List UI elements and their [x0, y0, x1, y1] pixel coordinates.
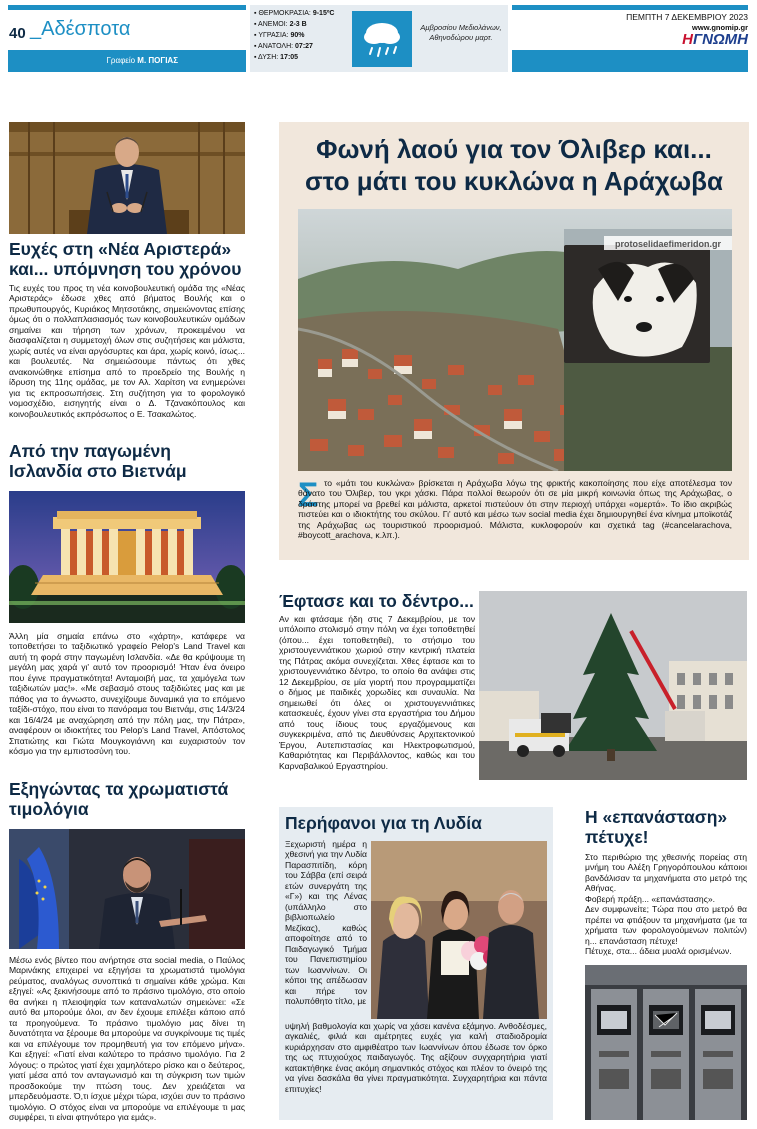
revolution-paragraph-4: Πέτυχε, στα... άδεια μυαλά ορισμένων. — [585, 946, 732, 957]
revolution-paragraph-1: Στο περιθώριο της χθεσινής πορείας στη μνήμη του Αλέξη Γρηγορόπουλου κάποιοι βανδάλισαν τα μηχανήματα στο μετρό της Αθήνας. — [585, 852, 747, 894]
main-story-title — [279, 134, 749, 197]
article-3-title: Εξηγώντας τα χρωματιστά τιμολόγια — [9, 779, 229, 820]
pm-podium-photo — [9, 122, 245, 234]
newspaper-logo — [600, 31, 748, 48]
website: www.gnomip.gr — [692, 23, 748, 32]
rain-cloud-icon — [352, 11, 412, 67]
revolution-paragraph-3: Δεν συμφωνείτε; Τώρα που στο μετρό θα πρέπει να φτιάξουν τα μηχανήματα (με τα χρήματα των φορολογούμενων πολιτών) η... επανάσταση πέτυχε! — [585, 904, 747, 946]
header-top-rule-right — [512, 5, 748, 10]
lydia-story-body-wide: υψηλή βαθμολογία και χωρίς να χάσει κανένα εξάμηνο. Ανθοδέσμες, αγκαλιές, φιλιά και αμέτρητες ευχές για καλή σταδιοδρομία κυριάρχησαν στο αμφιθέατρο των Ιωαννίνων όπου έδωσε τον όρκο της ως πτυχιούχος παιδαγωγός. Της αξίζουν συγχαρητήρια γιατί κατακτήθηκε ένας ακόμη σημαντικός στόχος και πλέον το όνειρό της να γίνει δασκάλα θα γίνει πραγματικότητα. Συγχαρητήρια και πάντα επιτυχίες! — [285, 1021, 547, 1094]
main-title-line-2: στο μάτι του κυκλώνα η Αράχωβα — [305, 165, 723, 196]
graduation-photo — [371, 841, 547, 1019]
mausoleum-photo — [9, 491, 245, 623]
tree-story-title: Έφτασε και το δέντρο... — [279, 591, 474, 611]
article-2-title: Από την παγωμένη Ισλανδία στο Βιετνάμ — [9, 441, 187, 482]
logo-name: ΓΝΩΜΗ — [692, 31, 748, 48]
main-story-body: το «μάτι του κυκλώνα» βρίσκεται η Αράχωβα λόγω της φρικτής κακοποίησης που είχε αποτέλεσμα τον θάνατο του Όλιβερ, του γκρι χάσκι. Πάρα πολλοί θεωρούν ότι σε μία μικρή κοινωνία όπως της Αράχωβας, ο δράστης μπορεί να βρεθεί και μάλιστα, αρκετοί πιστεύουν ότι στην περιοχή υπάρχει «ομερτά». Το ίδιο ακριβώς πιστεύει και ο ιδιοκτήτης του σκύλου. Γι' αυτό και μέσω των social media έχει δημιουργηθεί ένα κίνημα μποϊκοτάζ της Αράχωβας ως τουριστικού προορισμού. Μάλιστα, κυκλοφορούν και σχετικά tag (#cancelarachova, #boycott_arachova, κ.λπ.). — [298, 478, 732, 541]
lydia-story-title: Περήφανοι για τη Λυδία — [285, 813, 482, 833]
main-title-line-1: Φωνή λαού για τον Όλιβερ και... — [316, 134, 712, 164]
arachova-photo — [298, 209, 732, 471]
header — [0, 0, 757, 78]
section-title: _Αδέσποτα — [30, 18, 131, 40]
weather-details — [254, 8, 354, 63]
revolution-story-title: Η «επανάσταση» πέτυχε! — [585, 807, 728, 848]
revolution-paragraph-2: Φοβερή πράξη... «επανάστασης». — [585, 893, 716, 904]
article-3-body: Μέσω ενός βίντεο που ανήρτησε στα social media, ο Παύλος Μαρινάκης επιχειρεί να εξηγήσει τα χρωματιστά τιμολόγια ρεύματος, αναλόγως συνοπτικά τι σημαίνει κάθε χρώμα. Και εξηγεί: «Ας ξεκινήσουμε από το πράσινο τιμολόγιο, στο οποίο θα ανήκει η πλειοψηφία των καταναλωτών σημειώνει: «Σε αυτό θα μπορούμε όλοι, αν δεν έχουμε επιλέξει κάποιο από τα προηγούμενα. Το πράσινο τιμολόγιο μας δίνει τη δυνατότητα να ξέρουμε θα μπορούμε να συγκρίνουμε τις τιμές και να επιλέγουμε τον προμηθευτή για τον επόμενο μήνα». Και εξηγεί: «Γιατί είναι καλύτερο το πράσινο τιμολόγιο. Για 2 λόγους: ο πρώτος γιατί έχει χαμηλότερο ρίσκο και ο δεύτερος, γιατί μέσα από τον ανταγωνισμό και τη σύγκριση των τιμών προσδοκούμε την πτώση τους. Δεν χρειάζεται να μπερδευόμαστε. Ό,τι ίσχυε μέχρι τώρα, ισχύει συν το πράσινο τιμολόγιο. Ο στόχος είναι να μπορούμε να επιλέγουμε τι μας συμφέρει, τι είναι φτηνότερο για εμάς». — [9, 955, 245, 1123]
header-bottom-rule-right — [512, 50, 748, 72]
weather-sunset: ▪ ΔΥΣΗ: 17:05 — [254, 54, 299, 61]
article-1-body: Τις ευχές του προς τη νέα κοινοβουλευτική ομάδα της «Νέας Αριστεράς» έδωσε χθες από βήματος Βουλής και ο πρωθυπουργός, Κυριάκος Μητσοτάκης, σημειώνοντας επίσης όμως ότι ο πολλαπλασιασμός των κοινοβουλευτικών ομάδων σημαίνει και τήρηση των χρόνων, προκειμένου να διασφαλίζεται η συμμετοχή όλων στις συζητήσεις και μάλιστα, χωρίς αυτές να είναι αργόσυρτες και άρα, χωρίς κοινό, ίσως... και βουλευτές. Να σημειώσουμε πάντως ότι χθες ανακοινώθηκε επίσημα από το προεδρείο της Βουλής η ίδρυση της 11ης ομάδας, με τον Αλ. Χαρίτση να ενημερώνει για τις εκπροσωπήσεις. Στη συζήτηση για το φορολογικό νομοσχέδιο, εισηγητής είναι ο Δ. Τζανακόπουλος και κοινοβουλευτικός εκπρόσωπος ο Ε. Τσακαλώτος. — [9, 283, 245, 419]
weather-sunrise: ▪ ΑΝΑΤΟΛΗ: 07:27 — [254, 43, 313, 50]
section-label — [8, 16, 246, 50]
weather-humidity: ▪ ΥΓΡΑΣΙΑ: 90% — [254, 32, 305, 39]
christmas-tree-photo — [479, 591, 747, 780]
page-number: 40 — [9, 25, 26, 42]
tree-story-body: Αν και φτάσαμε ήδη στις 7 Δεκεμβρίου, με τον υπόλοιπο στολισμό στην πόλη να έχει τοποθετηθεί (όπου... έχει τοποθετηθεί), το στήσιμο του χριστουγεννιάτικου χωριού στην κεντρική πλατεία της Πάτρας ακόμα συνεχίζεται. Χθες έφτασε και το χριστουγεννιάτικο δέντρο, το οποίο θα ανάψει στις 12 Δεκεμβρίου, σε μία γιορτή που προγραμματίζει ο δήμος με παιδικές χορωδίες και συναυλία. Να σημειωθεί ότι όλες οι χριστουγεννιάτικες κατασκευές, έχουν γίνει στα εργαστήρια του Δήμου από τους ίδιους τους εργαζόμενους και συγκεκριμένα, από τις Διευθύνσεις Αρχιτεκτονικού Έργου, Αυτεπιστασίας και Ηλεκτροφωτισμού, Καθαριότητας και Περιβάλλοντος, καθώς και του Καρναβαλικού Εργαστηρίου. — [279, 614, 475, 771]
office-label: Γραφείο — [106, 56, 138, 65]
revolution-story-body — [585, 852, 747, 957]
office-bar — [8, 50, 246, 72]
issue-date: ΠΕΜΠΤΗ 7 ΔΕΚΕΜΒΡΙΟΥ 2023 — [626, 12, 748, 22]
weather-wind: ▪ ΑΝΕΜΟΙ: 2-3 Β — [254, 21, 307, 28]
weather-box — [250, 5, 508, 72]
office-name: Μ. ΠΟΓΙΑΣ — [137, 56, 178, 65]
article-1-title: Ευχές στη «Νέα Αριστερά» και... υπόμνηση του χρόνου — [9, 239, 242, 280]
watermark-text: protoselidaefimeridon.gr — [614, 239, 722, 249]
spokesman-photo — [9, 829, 245, 949]
lydia-story-body-narrow: Ξεχωριστή ημέρα η χθεσινή για την Λυδία Παρασπιτίδη, κόρη του Σάββα (επί σειρά ετών συνεργάτη της «Γ») και της Λένας (υπάλληλο στο βιβλιοπωλείο Μεζίκας), καθώς αποφοίτησε από το Παιδαγωγικό Τμήμα του Πανεπιστημίου των Ιωαννίνων. Οι κόποι της απέδωσαν και πήρε τον πολυπόθητο τίτλο, με — [285, 839, 367, 1007]
header-top-rule-left — [8, 5, 246, 10]
weather-temp: ▪ ΘΕΡΜΟΚΡΑΣΙΑ: 9-15ºC — [254, 10, 335, 17]
saints-names: Αμβροσίου Μεδιολάνων, Αθηνοδώρου μαρτ. — [420, 23, 502, 42]
logo-article: Η — [682, 31, 693, 48]
main-dropcap: Σ — [298, 476, 319, 514]
ticket-machines-photo — [585, 965, 747, 1120]
article-2-body: Άλλη μία σημαία επάνω στο «χάρτη», κατάφερε να τοποθετήσει το ταξιδιωτικό γραφείο Pelop's Land Travel και αυτή τη φορά στην παγωμένη Ισλανδία. «Δε θα κρύψουμε τη μεγάλη μας χαρά γι' αυτό τον προορισμό! Ήταν ένα όνειρο που έγινε πραγματικότητα! Ανταμοιβή μας, τα χαμόγελα των ταξιδιωτών μας!». «Με σεβασμό στους ταξιδιώτες μας και με πάθος για το άγνωστο, συνεχίζουμε δυναμικά για το επόμενο ταξίδι-στόχο, που είναι το πανόραμα του Βιετνάμ, στις 14/3/24 και 16/4/24 με αναχώρηση από την πόλη μας, την Πάτρα», αναφέρουν οι ιδιοκτήτες του Pelop's Land Travel, Απόστολος Σπατιώτης και Γιώτα Μουγκογιάννη και ευχαριστούν τον κόσμο για την εμπιστοσύνη του. — [9, 631, 245, 757]
